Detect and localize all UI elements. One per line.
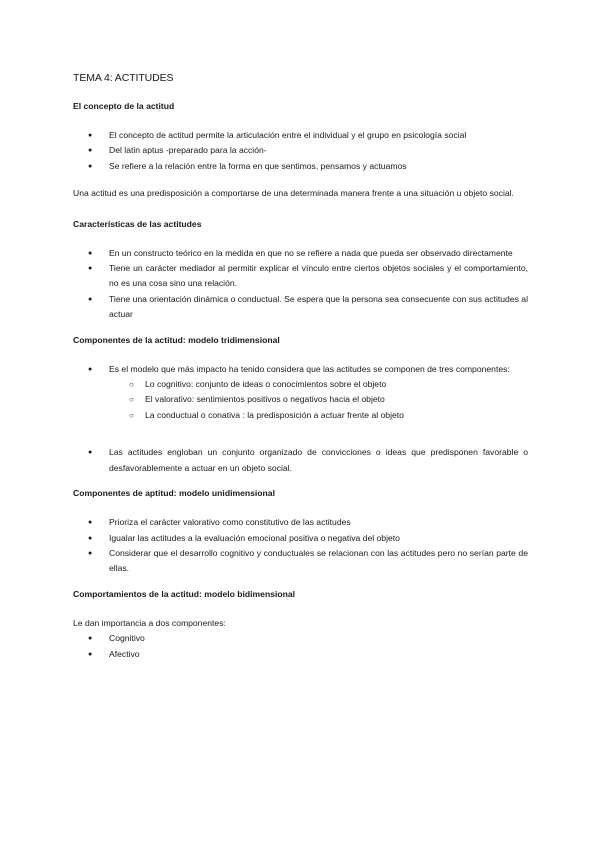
bullet-icon: ● [88,549,93,557]
bullet-icon: ● [88,265,93,273]
bullet-icon: ● [88,162,93,170]
bullet-list [73,515,528,577]
section-heading: Características de las actitudes [73,218,202,229]
bullet-list [73,362,528,424]
paragraph: Una actitud es una predisposición a comportarse de una determinada manera frente a una situación u objeto social. [73,188,514,199]
list-item: ● Es el modelo que más impacto ha tenido considera que las actitudes se componen de tres componentes: ○ Lo cognitivo: conjunto de ideas o conocimientos sobre el objeto ○ El valorativo: sentimientos positivos o negativos hacia el objeto ○ La conductual o conativa : la predisposición a actuar frente al objeto [73,362,528,424]
bullet-icon: ● [88,132,93,139]
list-item: ● Cognitivo [73,631,528,646]
bullet-list [73,631,528,662]
list-item: ● Considerar que el desarrollo cognitivo y conductuales se relacionan con las actitudes pero no serían parte de ellas. [88,547,528,574]
bullet-icon: ● [88,534,93,542]
bullet-icon: ● [88,449,93,457]
sub-bullet-list [109,377,528,423]
list-item: ● Se refiere a la relación entre la forma en que sentimos, pensamos y actuamos [73,159,528,174]
list-item: ● En un constructo teórico en la medida en que no se refiere a nada que pueda ser observado directamente [73,246,528,261]
list-item: ● Tiene una orientación dinámica o conductual. Se espera que la persona sea consecuente con sus actitudes al actuar [88,293,528,320]
list-item: ● El concepto de actitud permite la articulación entre el individual y el grupo en psicología social [73,128,528,143]
section-heading: Comportamientos de la actitud: modelo bidimensional [73,588,296,599]
list-item: ● Las actitudes engloban un conjunto organizado de convicciones o ideas que predisponen favorable o desfavorablemente a actuar en un objeto social. [88,447,528,473]
bullet-list [73,128,528,174]
list-item: ● Del latin aptus -preparado para la acción- [73,143,528,158]
list-item: ● Afectivo [73,647,528,662]
document-title: TEMA 4: ACTITUDES [73,72,174,84]
circle-bullet-icon: ○ [129,395,134,405]
bullet-icon: ● [88,519,93,527]
section-heading: El concepto de la actitud [73,101,175,111]
sub-list-item: ○ El valorativo: sentimientos positivos o negativos hacia el objeto [109,392,528,407]
section-heading: Componentes de aptitud: modelo unidimensional [73,488,275,499]
bullet-icon: ● [88,295,93,303]
sub-list-item: ○ Lo cognitivo: conjunto de ideas o conocimientos sobre el objeto [109,377,528,392]
bullet-icon: ● [88,147,93,155]
bullet-icon: ● [88,650,93,658]
paragraph: Le dan importancia a dos componentes: [73,617,226,628]
bullet-icon: ● [88,249,93,257]
list-item: ● Tiene un carácter mediador al permitir explicar el vínculo entre ciertos objetos sociales y el comportamiento, no es una cosa sino una relación. [88,263,528,289]
bullet-list [73,445,528,476]
section-heading: Componentes de la actitud: modelo tridimensional [73,334,280,345]
bullet-icon: ● [88,365,93,373]
circle-bullet-icon: ○ [129,410,134,420]
sub-list-item: ○ La conductual o conativa : la predisposición a actuar frente al objeto [109,408,528,423]
circle-bullet-icon: ○ [129,380,134,390]
bullet-list [73,246,528,323]
list-item: ● Igualar las actitudes a la evaluación emocional positiva o negativa del objeto [73,531,528,546]
list-item: ● Prioriza el carácter valorativo como constitutivo de las actitudes [73,515,528,530]
bullet-icon: ● [88,635,93,643]
